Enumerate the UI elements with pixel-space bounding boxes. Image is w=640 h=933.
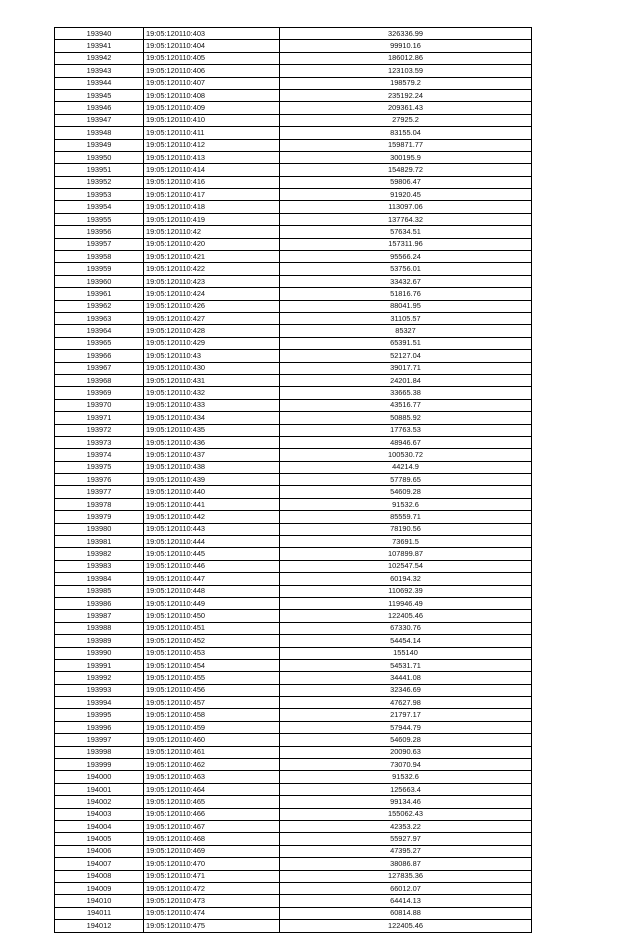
row-number-cell: 193954 — [55, 201, 144, 213]
cadastral-number-cell: 19:05:120110:464 — [144, 783, 280, 795]
cadastral-number-cell: 19:05:120110:471 — [144, 870, 280, 882]
value-cell: 119946.49 — [280, 597, 532, 609]
table-row — [55, 833, 532, 845]
table-row — [55, 189, 532, 201]
row-number-cell: 193978 — [55, 498, 144, 510]
cadastral-number-cell: 19:05:120110:465 — [144, 796, 280, 808]
value-cell: 110692.39 — [280, 585, 532, 597]
value-cell: 64414.13 — [280, 895, 532, 907]
cadastral-number-cell: 19:05:120110:436 — [144, 436, 280, 448]
cadastral-number-cell: 19:05:120110:472 — [144, 882, 280, 894]
cadastral-number-cell: 19:05:120110:439 — [144, 474, 280, 486]
row-number-cell: 193974 — [55, 449, 144, 461]
cadastral-number-cell: 19:05:120110:461 — [144, 746, 280, 758]
row-number-cell: 193988 — [55, 622, 144, 634]
value-cell: 54609.28 — [280, 486, 532, 498]
table-row — [55, 635, 532, 647]
table-row — [55, 325, 532, 337]
cadastral-number-cell: 19:05:120110:405 — [144, 52, 280, 64]
cadastral-number-cell: 19:05:120110:443 — [144, 523, 280, 535]
table-row — [55, 288, 532, 300]
row-number-cell: 194011 — [55, 907, 144, 919]
table-row — [55, 300, 532, 312]
value-cell: 67330.76 — [280, 622, 532, 634]
cadastral-number-cell: 19:05:120110:449 — [144, 597, 280, 609]
cadastral-number-cell: 19:05:120110:406 — [144, 65, 280, 77]
cadastral-number-cell: 19:05:120110:457 — [144, 697, 280, 709]
table-row — [55, 858, 532, 870]
cadastral-number-cell: 19:05:120110:421 — [144, 251, 280, 263]
row-number-cell: 194007 — [55, 858, 144, 870]
cadastral-number-cell: 19:05:120110:448 — [144, 585, 280, 597]
value-cell: 60194.32 — [280, 573, 532, 585]
cadastral-number-cell: 19:05:120110:43 — [144, 350, 280, 362]
value-cell: 155062.43 — [280, 808, 532, 820]
value-cell: 31105.57 — [280, 312, 532, 324]
cadastral-number-cell: 19:05:120110:473 — [144, 895, 280, 907]
cadastral-number-cell: 19:05:120110:407 — [144, 77, 280, 89]
value-cell: 47627.98 — [280, 697, 532, 709]
row-number-cell: 193990 — [55, 647, 144, 659]
table-row — [55, 659, 532, 671]
row-number-cell: 193985 — [55, 585, 144, 597]
value-cell: 60814.88 — [280, 907, 532, 919]
value-cell: 198579.2 — [280, 77, 532, 89]
table-row — [55, 759, 532, 771]
cadastral-number-cell: 19:05:120110:414 — [144, 164, 280, 176]
table-row — [55, 65, 532, 77]
cadastral-number-cell: 19:05:120110:441 — [144, 498, 280, 510]
value-cell: 235192.24 — [280, 89, 532, 101]
table-row — [55, 647, 532, 659]
table-row — [55, 511, 532, 523]
table-body — [55, 28, 532, 933]
row-number-cell: 194000 — [55, 771, 144, 783]
value-cell: 42353.22 — [280, 821, 532, 833]
value-cell: 326336.99 — [280, 28, 532, 40]
row-number-cell: 193964 — [55, 325, 144, 337]
cadastral-number-cell: 19:05:120110:458 — [144, 709, 280, 721]
cadastral-number-cell: 19:05:120110:427 — [144, 312, 280, 324]
table-row — [55, 238, 532, 250]
table-row — [55, 821, 532, 833]
value-cell: 34441.08 — [280, 672, 532, 684]
table-row — [55, 734, 532, 746]
table-row — [55, 337, 532, 349]
table-row — [55, 28, 532, 40]
table-row — [55, 176, 532, 188]
table-row — [55, 684, 532, 696]
table-row — [55, 721, 532, 733]
table-row — [55, 40, 532, 52]
table-row — [55, 387, 532, 399]
cadastral-number-cell: 19:05:120110:474 — [144, 907, 280, 919]
row-number-cell: 193984 — [55, 573, 144, 585]
row-number-cell: 194010 — [55, 895, 144, 907]
row-number-cell: 193955 — [55, 213, 144, 225]
cadastral-number-cell: 19:05:120110:463 — [144, 771, 280, 783]
row-number-cell: 194012 — [55, 920, 144, 932]
value-cell: 209361.43 — [280, 102, 532, 114]
cadastral-number-cell: 19:05:120110:446 — [144, 560, 280, 572]
cadastral-number-cell: 19:05:120110:432 — [144, 387, 280, 399]
row-number-cell: 193975 — [55, 461, 144, 473]
cadastral-number-cell: 19:05:120110:424 — [144, 288, 280, 300]
value-cell: 73070.94 — [280, 759, 532, 771]
value-cell: 91532.6 — [280, 498, 532, 510]
value-cell: 51816.76 — [280, 288, 532, 300]
value-cell: 54609.28 — [280, 734, 532, 746]
row-number-cell: 194002 — [55, 796, 144, 808]
table-row — [55, 474, 532, 486]
table-row — [55, 486, 532, 498]
row-number-cell: 193999 — [55, 759, 144, 771]
value-cell: 38086.87 — [280, 858, 532, 870]
table-row — [55, 102, 532, 114]
row-number-cell: 193967 — [55, 362, 144, 374]
row-number-cell: 193997 — [55, 734, 144, 746]
value-cell: 20090.63 — [280, 746, 532, 758]
row-number-cell: 193982 — [55, 548, 144, 560]
row-number-cell: 193942 — [55, 52, 144, 64]
row-number-cell: 193951 — [55, 164, 144, 176]
row-number-cell: 193992 — [55, 672, 144, 684]
value-cell: 107899.87 — [280, 548, 532, 560]
cadastral-number-cell: 19:05:120110:403 — [144, 28, 280, 40]
table-row — [55, 808, 532, 820]
row-number-cell: 193979 — [55, 511, 144, 523]
value-cell: 155140 — [280, 647, 532, 659]
row-number-cell: 194003 — [55, 808, 144, 820]
row-number-cell: 193970 — [55, 399, 144, 411]
cadastral-number-cell: 19:05:120110:417 — [144, 189, 280, 201]
row-number-cell: 193953 — [55, 189, 144, 201]
table-row — [55, 275, 532, 287]
cadastral-number-cell: 19:05:120110:440 — [144, 486, 280, 498]
value-cell: 27925.2 — [280, 114, 532, 126]
value-cell: 48946.67 — [280, 436, 532, 448]
cadastral-number-cell: 19:05:120110:462 — [144, 759, 280, 771]
cadastral-number-cell: 19:05:120110:404 — [144, 40, 280, 52]
row-number-cell: 193943 — [55, 65, 144, 77]
value-cell: 55927.97 — [280, 833, 532, 845]
table-row — [55, 783, 532, 795]
value-cell: 24201.84 — [280, 374, 532, 386]
value-cell: 122405.46 — [280, 610, 532, 622]
row-number-cell: 193981 — [55, 536, 144, 548]
cadastral-number-cell: 19:05:120110:451 — [144, 622, 280, 634]
cadastral-number-cell: 19:05:120110:409 — [144, 102, 280, 114]
value-cell: 43516.77 — [280, 399, 532, 411]
row-number-cell: 193962 — [55, 300, 144, 312]
cadastral-number-cell: 19:05:120110:456 — [144, 684, 280, 696]
value-cell: 33432.67 — [280, 275, 532, 287]
cadastral-number-cell: 19:05:120110:420 — [144, 238, 280, 250]
cadastral-number-cell: 19:05:120110:416 — [144, 176, 280, 188]
value-cell: 300195.9 — [280, 151, 532, 163]
table-row — [55, 882, 532, 894]
cadastral-number-cell: 19:05:120110:422 — [144, 263, 280, 275]
row-number-cell: 193941 — [55, 40, 144, 52]
table-row — [55, 201, 532, 213]
table-row — [55, 350, 532, 362]
cadastral-number-cell: 19:05:120110:466 — [144, 808, 280, 820]
table-row — [55, 77, 532, 89]
row-number-cell: 193949 — [55, 139, 144, 151]
cadastral-number-cell: 19:05:120110:42 — [144, 226, 280, 238]
cadastral-number-cell: 19:05:120110:438 — [144, 461, 280, 473]
cadastral-number-cell: 19:05:120110:475 — [144, 920, 280, 932]
row-number-cell: 193968 — [55, 374, 144, 386]
value-cell: 65391.51 — [280, 337, 532, 349]
table-row — [55, 709, 532, 721]
table-row — [55, 226, 532, 238]
value-cell: 186012.86 — [280, 52, 532, 64]
value-cell: 59806.47 — [280, 176, 532, 188]
row-number-cell: 193987 — [55, 610, 144, 622]
row-number-cell: 193977 — [55, 486, 144, 498]
table-row — [55, 424, 532, 436]
cadastral-number-cell: 19:05:120110:429 — [144, 337, 280, 349]
row-number-cell: 194004 — [55, 821, 144, 833]
table-row — [55, 151, 532, 163]
value-cell: 33665.38 — [280, 387, 532, 399]
row-number-cell: 194008 — [55, 870, 144, 882]
value-cell: 113097.06 — [280, 201, 532, 213]
row-number-cell: 194001 — [55, 783, 144, 795]
row-number-cell: 193963 — [55, 312, 144, 324]
row-number-cell: 193965 — [55, 337, 144, 349]
cadastral-number-cell: 19:05:120110:455 — [144, 672, 280, 684]
value-cell: 99134.46 — [280, 796, 532, 808]
table-row — [55, 895, 532, 907]
table-row — [55, 870, 532, 882]
cadastral-number-cell: 19:05:120110:454 — [144, 659, 280, 671]
table-row — [55, 907, 532, 919]
table-row — [55, 362, 532, 374]
cadastral-number-cell: 19:05:120110:419 — [144, 213, 280, 225]
table-row — [55, 89, 532, 101]
row-number-cell: 194006 — [55, 845, 144, 857]
cadastral-number-cell: 19:05:120110:437 — [144, 449, 280, 461]
table-row — [55, 597, 532, 609]
row-number-cell: 193980 — [55, 523, 144, 535]
value-cell: 99910.16 — [280, 40, 532, 52]
value-cell: 53756.01 — [280, 263, 532, 275]
cadastral-number-cell: 19:05:120110:413 — [144, 151, 280, 163]
row-number-cell: 193995 — [55, 709, 144, 721]
cadastral-number-cell: 19:05:120110:442 — [144, 511, 280, 523]
row-number-cell: 193960 — [55, 275, 144, 287]
value-cell: 127835.36 — [280, 870, 532, 882]
table-row — [55, 374, 532, 386]
cadastral-number-cell: 19:05:120110:453 — [144, 647, 280, 659]
row-number-cell: 193940 — [55, 28, 144, 40]
row-number-cell: 193993 — [55, 684, 144, 696]
row-number-cell: 193952 — [55, 176, 144, 188]
row-number-cell: 193998 — [55, 746, 144, 758]
value-cell: 137764.32 — [280, 213, 532, 225]
row-number-cell: 193976 — [55, 474, 144, 486]
row-number-cell: 193950 — [55, 151, 144, 163]
row-number-cell: 193958 — [55, 251, 144, 263]
value-cell: 159871.77 — [280, 139, 532, 151]
row-number-cell: 193948 — [55, 127, 144, 139]
value-cell: 78190.56 — [280, 523, 532, 535]
cadastral-number-cell: 19:05:120110:428 — [144, 325, 280, 337]
value-cell: 91532.6 — [280, 771, 532, 783]
value-cell: 52127.04 — [280, 350, 532, 362]
value-cell: 122405.46 — [280, 920, 532, 932]
row-number-cell: 193989 — [55, 635, 144, 647]
table-row — [55, 263, 532, 275]
cadastral-number-cell: 19:05:120110:410 — [144, 114, 280, 126]
table-row — [55, 771, 532, 783]
value-cell: 91920.45 — [280, 189, 532, 201]
cadastral-number-cell: 19:05:120110:468 — [144, 833, 280, 845]
row-number-cell: 193971 — [55, 412, 144, 424]
table-row — [55, 436, 532, 448]
value-cell: 39017.71 — [280, 362, 532, 374]
cadastral-number-cell: 19:05:120110:460 — [144, 734, 280, 746]
table-row — [55, 548, 532, 560]
row-number-cell: 193966 — [55, 350, 144, 362]
cadastral-number-cell: 19:05:120110:444 — [144, 536, 280, 548]
row-number-cell: 193972 — [55, 424, 144, 436]
cadastral-number-cell: 19:05:120110:433 — [144, 399, 280, 411]
value-cell: 21797.17 — [280, 709, 532, 721]
value-cell: 88041.95 — [280, 300, 532, 312]
value-cell: 44214.9 — [280, 461, 532, 473]
cadastral-number-cell: 19:05:120110:418 — [144, 201, 280, 213]
value-cell: 17763.53 — [280, 424, 532, 436]
table-row — [55, 746, 532, 758]
cadastral-number-cell: 19:05:120110:450 — [144, 610, 280, 622]
table-row — [55, 127, 532, 139]
value-cell: 85559.71 — [280, 511, 532, 523]
value-cell: 85327 — [280, 325, 532, 337]
value-cell: 102547.54 — [280, 560, 532, 572]
row-number-cell: 193994 — [55, 697, 144, 709]
row-number-cell: 193959 — [55, 263, 144, 275]
value-cell: 83155.04 — [280, 127, 532, 139]
table-row — [55, 449, 532, 461]
cadastral-number-cell: 19:05:120110:469 — [144, 845, 280, 857]
value-cell: 95566.24 — [280, 251, 532, 263]
cadastral-number-cell: 19:05:120110:459 — [144, 721, 280, 733]
row-number-cell: 193956 — [55, 226, 144, 238]
row-number-cell: 193947 — [55, 114, 144, 126]
table-row — [55, 312, 532, 324]
row-number-cell: 193996 — [55, 721, 144, 733]
value-cell: 154829.72 — [280, 164, 532, 176]
table-row — [55, 399, 532, 411]
value-cell: 100530.72 — [280, 449, 532, 461]
row-number-cell: 194005 — [55, 833, 144, 845]
table-row — [55, 585, 532, 597]
value-cell: 57789.65 — [280, 474, 532, 486]
table-row — [55, 164, 532, 176]
table-row — [55, 114, 532, 126]
cadastral-number-cell: 19:05:120110:435 — [144, 424, 280, 436]
cadastral-number-cell: 19:05:120110:467 — [144, 821, 280, 833]
cadastral-number-cell: 19:05:120110:411 — [144, 127, 280, 139]
table-row — [55, 213, 532, 225]
row-number-cell: 193957 — [55, 238, 144, 250]
cadastral-number-cell: 19:05:120110:434 — [144, 412, 280, 424]
table-row — [55, 796, 532, 808]
value-cell: 123103.59 — [280, 65, 532, 77]
row-number-cell: 193969 — [55, 387, 144, 399]
table-row — [55, 610, 532, 622]
row-number-cell: 193986 — [55, 597, 144, 609]
value-cell: 125663.4 — [280, 783, 532, 795]
table-row — [55, 52, 532, 64]
row-number-cell: 193983 — [55, 560, 144, 572]
cadastral-number-cell: 19:05:120110:426 — [144, 300, 280, 312]
value-cell: 73691.5 — [280, 536, 532, 548]
value-cell: 57944.79 — [280, 721, 532, 733]
table-row — [55, 536, 532, 548]
table-row — [55, 845, 532, 857]
row-number-cell: 193961 — [55, 288, 144, 300]
table-row — [55, 560, 532, 572]
table-row — [55, 672, 532, 684]
value-cell: 54454.14 — [280, 635, 532, 647]
cadastral-number-cell: 19:05:120110:430 — [144, 362, 280, 374]
value-cell: 50885.92 — [280, 412, 532, 424]
value-cell: 157311.96 — [280, 238, 532, 250]
table-row — [55, 251, 532, 263]
table-row — [55, 461, 532, 473]
value-cell: 54531.71 — [280, 659, 532, 671]
cadastral-number-cell: 19:05:120110:431 — [144, 374, 280, 386]
table-row — [55, 412, 532, 424]
row-number-cell: 193944 — [55, 77, 144, 89]
table-row — [55, 622, 532, 634]
cadastral-number-cell: 19:05:120110:452 — [144, 635, 280, 647]
table-row — [55, 523, 532, 535]
table-row — [55, 573, 532, 585]
row-number-cell: 193973 — [55, 436, 144, 448]
table-row — [55, 139, 532, 151]
table-row — [55, 697, 532, 709]
row-number-cell: 194009 — [55, 882, 144, 894]
value-cell: 66012.07 — [280, 882, 532, 894]
value-cell: 47395.27 — [280, 845, 532, 857]
cadastral-value-table — [54, 27, 532, 933]
row-number-cell: 193946 — [55, 102, 144, 114]
row-number-cell: 193945 — [55, 89, 144, 101]
cadastral-number-cell: 19:05:120110:412 — [144, 139, 280, 151]
cadastral-number-cell: 19:05:120110:445 — [144, 548, 280, 560]
cadastral-number-cell: 19:05:120110:470 — [144, 858, 280, 870]
row-number-cell: 193991 — [55, 659, 144, 671]
cadastral-number-cell: 19:05:120110:447 — [144, 573, 280, 585]
cadastral-number-cell: 19:05:120110:423 — [144, 275, 280, 287]
cadastral-number-cell: 19:05:120110:408 — [144, 89, 280, 101]
value-cell: 32346.69 — [280, 684, 532, 696]
value-cell: 57634.51 — [280, 226, 532, 238]
table-row — [55, 498, 532, 510]
table-row — [55, 920, 532, 932]
